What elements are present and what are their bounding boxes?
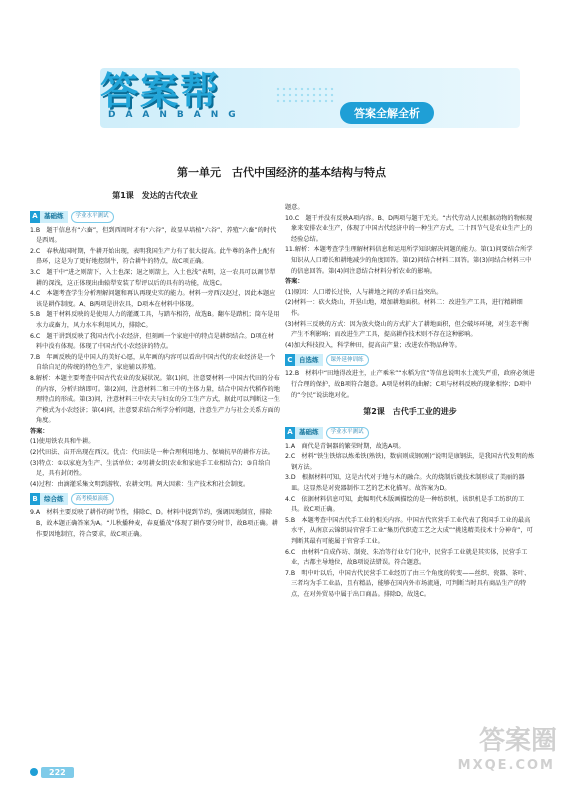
answer-item: 7.B 年画反映的是中国人的美好心愿，从年画的内容可以看出中国古代的农业经济是一个自给自足的传统的特色生产，家庭辅以养殖。 — [30, 353, 276, 372]
section-tag-ext — [285, 354, 369, 366]
answer-item: 6.C 题干讲到反映了我国古代小农经济，但刻画一个家庭中的特点是耕织结合。D项在材料中没有体现。体现了中国古代小农经济的特点。 — [30, 332, 274, 351]
tag-letter: A — [285, 427, 295, 439]
answer-item: 7.B 明中叶以后，中国古代民营手工业经历了由三个角度的转变——丝织、瓷器、茶叶、三者均为手工业品，且有精品，能够在国内外市场流通，可判断当时具有商品生产的特点，在对外贸易中属于出口商品。排除D，故选C。 — [285, 569, 531, 598]
tag-sub: 高考模拟演练 — [71, 493, 114, 505]
answer-label — [285, 277, 535, 288]
answer-item: 8.解析：本题主要考查中国古代农业的发展状况。第(1)问，注意要材料一中国古代田的分布的内容，分析归纳即可。第(2)问，注意材料二和三中的主体力量，结合中国古代稻作的地理特点的形成。第(3)问，注意材料三中农夫与妇女的分工生产方式，据此可以判断这一生产模式为小农经济；第(4)问，注意要求结合所学分析问题，注意生产力与社会关系方面的角度。 — [30, 374, 280, 425]
answer-item: 1.B 题干信息有“六畜”，但到西周时才有“六谷”，故显早培植“六谷”、养殖“六畜”的时代是西周。 — [30, 226, 277, 245]
answer-item: 4.C 依据材料信息可知，此幅明代木版画描绘的是一种纺织机，该织机是手工纺织的工具。故C项正确。 — [285, 495, 525, 514]
section-tag-basic — [285, 427, 369, 439]
answer-item: 3.C 题干中“进之则箭下，入土也深；退之则箭上，入土也浅”表明，这一农具可以调节犁耕的深浅，这正体现出曲辕犁安装了犁评以后的具有的功能，故选C。 — [30, 268, 276, 287]
tag-sub: 学业水平测试 — [71, 211, 114, 223]
unit-title: 第一单元 古代中国经济的基本结构与特点 — [177, 166, 386, 179]
right-column — [285, 203, 535, 601]
answer-item: 9.A 材料主要反映了耕作的时节性，排除C、D。材料中提到节约，强调因地制宜，排除B，故本题正确答案为A。“儿秋播种麦，春夏播茂”体现了耕作要分时节，故B项正确。耕作要因地制宜，符合要求，故C项正确。 — [30, 509, 278, 538]
lesson-1-title: 第1课 发达的古代农业 — [112, 191, 198, 200]
answer-item: 10.C 题干并没有反映A项内容。B、D两项与题干无关。“古代劳动人民根据动物的物候现象来安排农业生产，体现了中国古代经济中的一种生产方式，二十四节气是农业生产上的经验总结。 — [285, 214, 533, 243]
answer-label-text: 答案： — [30, 427, 49, 435]
answer-label — [30, 427, 280, 438]
section-tag-synth — [30, 493, 114, 505]
tag-letter: B — [30, 493, 40, 505]
answer-line: (3)特点：①以家庭为生产、生活单位；②男耕女织(农业和家庭手工业相结合)；③自给自足，具有封闭性。 — [30, 459, 271, 478]
tag-letter: A — [30, 211, 40, 223]
page-number — [30, 765, 74, 779]
answer-item: 4.C 本题考查学生分析理解问题和再认再现史实的能力。材料一旁西汉赵过，因此本题应该是耕作制度。A、B两项是讲农具，D项本在材料中体现。 — [30, 290, 276, 308]
dot-pattern — [275, 86, 335, 104]
tag-sub: 学业水平测试 — [326, 427, 369, 439]
brand-tagline: 答案全解全析 — [340, 102, 434, 124]
tag-name: 综合练 — [40, 493, 68, 505]
page-number-text: 222 — [41, 767, 74, 778]
brand-logo-box — [100, 58, 275, 113]
answer-line: (1)原因：人口增长过快，人与耕地之间的矛盾日益突出。 — [285, 288, 443, 296]
tag-name: 基础练 — [295, 427, 323, 439]
watermark-url: MXQE.COM — [457, 758, 555, 773]
lesson-2-title: 第2课 古代手工业的进步 — [363, 407, 457, 417]
answer-item: 5.B 题干材料反映的是使用人力的灌溉工具，与踏车相符，故选B。翻车是踏机；筒车是用水力或畜力，风力水车利用风力，排除C。 — [30, 311, 280, 329]
answer-item: 1.A 商代是青铜器的繁荣时期，故选A项。 — [285, 442, 405, 450]
tag-sub: 课外延伸训练 — [326, 354, 369, 366]
answer-line: (3)材料三反映的方式：因为放火烧山的方式扩大了耕地面积，但会破坏环境，对生态平衡产生不利影响；而改进生产工具，提高耕作技术则不存在这种影响。 — [285, 320, 529, 339]
page-icon — [30, 768, 38, 776]
answer-item: 3.D 根据材料可知，这是古代对于地与木的融合。火的烧制后就技术制形成了美丽的器皿。这显然是对瓷器制作工艺的艺术化描写。故答案为D。 — [285, 474, 525, 493]
tag-name: 基础练 — [40, 211, 68, 223]
answer-label-text: 答案： — [285, 278, 304, 286]
section-tag-basic — [30, 211, 114, 223]
answer-line: (4)过程：由滴灌采集文明到游牧、农耕文明。两大因素：生产技术和社会制度。 — [30, 480, 250, 488]
brand-logo: 答案帮 — [100, 69, 221, 113]
brand-band — [60, 58, 500, 136]
answer-item: 6.C 由材料“自成作坊、制瓷、朱冶等行业专门化中，民营手工业就是其实体，民营手工业，古都主导地位，故B项说法错误。符合题意。 — [285, 548, 528, 567]
answer-item: 12.B 材料中“田地得改进主，止产乘米”“水稻为宜”等信息说明水土流失严重，政府必须进行合理的保护，故B项符合题意。A项是材料的曲解；C项与材料反映的现象相悖；D项中的“令民”说法绝对化。 — [285, 370, 535, 399]
brand-pinyin: DAANBANG — [108, 110, 246, 120]
answer-item: 题意。 — [285, 204, 304, 211]
tag-name: 自选练 — [295, 354, 323, 366]
answer-line: (1)使用铁农具和牛耕。 — [30, 438, 95, 446]
answer-item: 2.C 材料“铁生铁熔以炼柔铁(熟铁)，数宿则成钢(刚)”说明是康钢法，是我国古代发明的炼钢方法。 — [285, 453, 535, 471]
tag-letter: C — [285, 354, 295, 366]
left-column — [30, 185, 280, 540]
answer-line: (2)代田法、亩开出现在西汉。优点：代田法是一种合理利用地力、保墒抗旱的耕作方法。 — [30, 449, 274, 457]
answer-item: 5.B 本题考查中国古代手工业的相关内容。中国古代官营手工业代表了我国手工业的最高水平，从南京云锦织局官营手工业“集历代织造工艺之大成”“挑选精美技术十分神奇”，可判断其最有可能属于官营手工业。 — [285, 516, 533, 546]
watermark-logo: 答案圈 — [478, 726, 557, 756]
answer-line: (4)加大科技投入，科学种田，提高亩产量；改进农作物品种等。 — [285, 341, 461, 349]
answer-item: 11.解析：本题考查学生理解材料信息和运用所学知识解决问题的能力。第(1)问要结合所学知识从人口增长和耕地减少的角度回答。第(2)问结合材料二回答。第(3)问结合材料三中的信息回答。第(4)问注意结合材料分析农业的影响。 — [285, 246, 533, 275]
answer-line: (2)材料一：砍火烧山，开垦山地，增加耕地面积。材料二：改进生产工具，进行精耕细作。 — [285, 299, 523, 317]
answer-item: 2.C 春秋战国时期，牛耕开始出现，表明我国生产力有了很大提高。此牛尊的条件上配有鼻环，这是为了更好地控制牛，符合耕牛的特点，故C项正确。 — [30, 247, 276, 266]
